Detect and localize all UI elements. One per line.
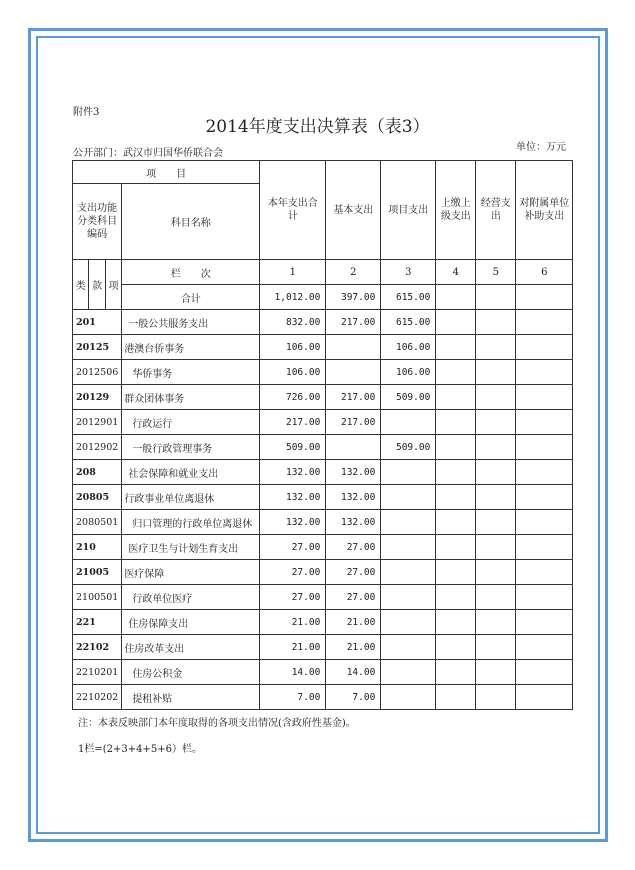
row-subsidy — [516, 685, 573, 710]
xiang-label: 项 — [105, 260, 121, 310]
row-code: 2080501 — [73, 510, 122, 535]
row-total: 27.00 — [260, 535, 326, 560]
row-project — [381, 585, 436, 610]
row-total: 509.00 — [260, 435, 326, 460]
row-upper — [436, 410, 476, 435]
row-upper — [436, 660, 476, 685]
row-upper — [436, 610, 476, 635]
row-business — [476, 535, 516, 560]
row-name: 行政运行 — [122, 410, 260, 435]
header-row-1 — [73, 161, 573, 184]
row-subsidy — [516, 535, 573, 560]
row-basic: 21.00 — [326, 610, 381, 635]
upper-col-header: 上缴上级支出 — [436, 161, 476, 260]
table-row — [73, 435, 573, 460]
row-basic: 217.00 — [326, 385, 381, 410]
lei-label: 类 — [73, 260, 89, 310]
row-code: 22102 — [73, 635, 122, 660]
row-project: 615.00 — [381, 310, 436, 335]
row-basic: 27.00 — [326, 560, 381, 585]
table-row — [73, 535, 573, 560]
table-row — [73, 685, 573, 710]
row-code: 20129 — [73, 385, 122, 410]
row-name: 行政事业单位离退休 — [122, 485, 260, 510]
row-upper — [436, 385, 476, 410]
row-basic: 132.00 — [326, 485, 381, 510]
row-total: 7.00 — [260, 685, 326, 710]
project-col-header: 项目支出 — [381, 161, 436, 260]
row-code: 2012901 — [73, 410, 122, 435]
col-num: 2 — [326, 260, 381, 285]
row-upper — [436, 685, 476, 710]
row-business — [476, 385, 516, 410]
total-col-header: 本年支出合计 — [260, 161, 326, 260]
row-name: 华侨事务 — [122, 360, 260, 385]
row-upper — [436, 510, 476, 535]
row-total: 217.00 — [260, 410, 326, 435]
row-project — [381, 560, 436, 585]
table-row — [73, 460, 573, 485]
row-code: 2100501 — [73, 585, 122, 610]
row-name: 住房公积金 — [122, 660, 260, 685]
row-business — [476, 335, 516, 360]
row-upper — [436, 585, 476, 610]
business-col-header: 经营支出 — [476, 161, 516, 260]
row-basic — [326, 335, 381, 360]
row-upper — [436, 360, 476, 385]
row-subsidy — [516, 610, 573, 635]
row-subsidy — [516, 410, 573, 435]
table-row — [73, 310, 573, 335]
row-project — [381, 485, 436, 510]
row-subsidy — [516, 460, 573, 485]
row-business — [476, 610, 516, 635]
row-code: 221 — [73, 610, 122, 635]
table-row — [73, 660, 573, 685]
sum-row — [73, 285, 573, 310]
column-row-label: 栏 次 — [122, 260, 260, 285]
row-business — [476, 685, 516, 710]
row-subsidy — [516, 635, 573, 660]
row-project — [381, 410, 436, 435]
row-subsidy — [516, 385, 573, 410]
row-basic: 217.00 — [326, 310, 381, 335]
row-basic: 21.00 — [326, 635, 381, 660]
row-business — [476, 585, 516, 610]
sum-upper — [436, 285, 476, 310]
table-row — [73, 335, 573, 360]
sum-label: 合计 — [122, 285, 260, 310]
row-name: 一般公共服务支出 — [122, 310, 260, 335]
row-code: 2210202 — [73, 685, 122, 710]
subject-name-header: 科目名称 — [122, 184, 260, 260]
row-code: 2210201 — [73, 660, 122, 685]
row-project — [381, 685, 436, 710]
row-project: 106.00 — [381, 335, 436, 360]
row-total: 132.00 — [260, 510, 326, 535]
row-upper — [436, 535, 476, 560]
row-subsidy — [516, 585, 573, 610]
row-subsidy — [516, 485, 573, 510]
row-code: 20125 — [73, 335, 122, 360]
row-upper — [436, 485, 476, 510]
row-total: 106.00 — [260, 335, 326, 360]
expenditure-table — [72, 160, 573, 710]
attachment-label: 附件3 — [73, 107, 100, 118]
row-business — [476, 660, 516, 685]
row-project — [381, 635, 436, 660]
col-num: 3 — [381, 260, 436, 285]
row-basic: 27.00 — [326, 535, 381, 560]
func-code-header: 支出功能分类科目编码 — [73, 184, 122, 260]
row-basic — [326, 435, 381, 460]
row-total: 832.00 — [260, 310, 326, 335]
row-total: 106.00 — [260, 360, 326, 385]
row-business — [476, 560, 516, 585]
column-number-row — [73, 260, 573, 285]
row-project — [381, 460, 436, 485]
row-name: 住房改革支出 — [122, 635, 260, 660]
row-basic: 132.00 — [326, 510, 381, 535]
sum-basic: 397.00 — [326, 285, 381, 310]
row-upper — [436, 635, 476, 660]
row-upper — [436, 435, 476, 460]
formula-note: 1栏=(2+3+4+5+6）栏。 — [78, 744, 202, 755]
row-name: 社会保障和就业支出 — [122, 460, 260, 485]
row-business — [476, 360, 516, 385]
row-business — [476, 635, 516, 660]
row-code: 2012506 — [73, 360, 122, 385]
row-upper — [436, 335, 476, 360]
row-subsidy — [516, 335, 573, 360]
table-row — [73, 510, 573, 535]
row-subsidy — [516, 435, 573, 460]
sum-project: 615.00 — [381, 285, 436, 310]
row-total: 27.00 — [260, 560, 326, 585]
table-row — [73, 585, 573, 610]
row-subsidy — [516, 510, 573, 535]
row-total: 132.00 — [260, 485, 326, 510]
row-name: 提租补贴 — [122, 685, 260, 710]
row-subsidy — [516, 660, 573, 685]
row-name: 一般行政管理事务 — [122, 435, 260, 460]
row-project — [381, 660, 436, 685]
row-total: 21.00 — [260, 610, 326, 635]
row-upper — [436, 310, 476, 335]
row-name: 医疗卫生与计划生育支出 — [122, 535, 260, 560]
row-name: 归口管理的行政单位离退休 — [122, 510, 260, 535]
row-name: 医疗保障 — [122, 560, 260, 585]
row-basic — [326, 360, 381, 385]
row-name: 群众团体事务 — [122, 385, 260, 410]
row-upper — [436, 560, 476, 585]
table-row — [73, 635, 573, 660]
table-row — [73, 385, 573, 410]
table-row — [73, 360, 573, 385]
sum-total: 1,012.00 — [260, 285, 326, 310]
table-row — [73, 610, 573, 635]
row-code: 2012902 — [73, 435, 122, 460]
table-row — [73, 485, 573, 510]
col-num: 6 — [516, 260, 573, 285]
row-upper — [436, 460, 476, 485]
row-code: 210 — [73, 535, 122, 560]
table-row — [73, 410, 573, 435]
row-total: 27.00 — [260, 585, 326, 610]
row-name: 港澳台侨事务 — [122, 335, 260, 360]
row-total: 132.00 — [260, 460, 326, 485]
item-group-header: 项 目 — [73, 161, 260, 184]
row-project — [381, 535, 436, 560]
table-row — [73, 560, 573, 585]
row-project: 106.00 — [381, 360, 436, 385]
row-basic: 217.00 — [326, 410, 381, 435]
row-subsidy — [516, 310, 573, 335]
row-business — [476, 460, 516, 485]
row-total: 14.00 — [260, 660, 326, 685]
row-project — [381, 510, 436, 535]
col-num: 4 — [436, 260, 476, 285]
row-project: 509.00 — [381, 435, 436, 460]
row-total: 21.00 — [260, 635, 326, 660]
subsidy-col-header: 对附属单位补助支出 — [516, 161, 573, 260]
row-code: 201 — [73, 310, 122, 335]
row-code: 208 — [73, 460, 122, 485]
row-business — [476, 410, 516, 435]
row-business — [476, 310, 516, 335]
unit-label: 单位：万元 — [516, 142, 566, 153]
row-total: 726.00 — [260, 385, 326, 410]
col-num: 1 — [260, 260, 326, 285]
row-name: 行政单位医疗 — [122, 585, 260, 610]
page-title: 2014年度支出决算表（表3） — [205, 117, 430, 137]
row-basic: 14.00 — [326, 660, 381, 685]
row-business — [476, 485, 516, 510]
row-business — [476, 510, 516, 535]
row-basic: 132.00 — [326, 460, 381, 485]
row-basic: 27.00 — [326, 585, 381, 610]
sum-subsidy — [516, 285, 573, 310]
note-text: 注：本表反映部门本年度取得的各项支出情况(含政府性基金)。 — [78, 718, 356, 729]
kuan-label: 款 — [89, 260, 105, 310]
department-label: 公开部门：武汉市归国华侨联合会 — [73, 148, 223, 159]
row-basic: 7.00 — [326, 685, 381, 710]
row-code: 21005 — [73, 560, 122, 585]
row-project — [381, 610, 436, 635]
sum-business — [476, 285, 516, 310]
basic-col-header: 基本支出 — [326, 161, 381, 260]
row-business — [476, 435, 516, 460]
row-subsidy — [516, 360, 573, 385]
row-name: 住房保障支出 — [122, 610, 260, 635]
row-project: 509.00 — [381, 385, 436, 410]
col-num: 5 — [476, 260, 516, 285]
row-code: 20805 — [73, 485, 122, 510]
row-subsidy — [516, 560, 573, 585]
